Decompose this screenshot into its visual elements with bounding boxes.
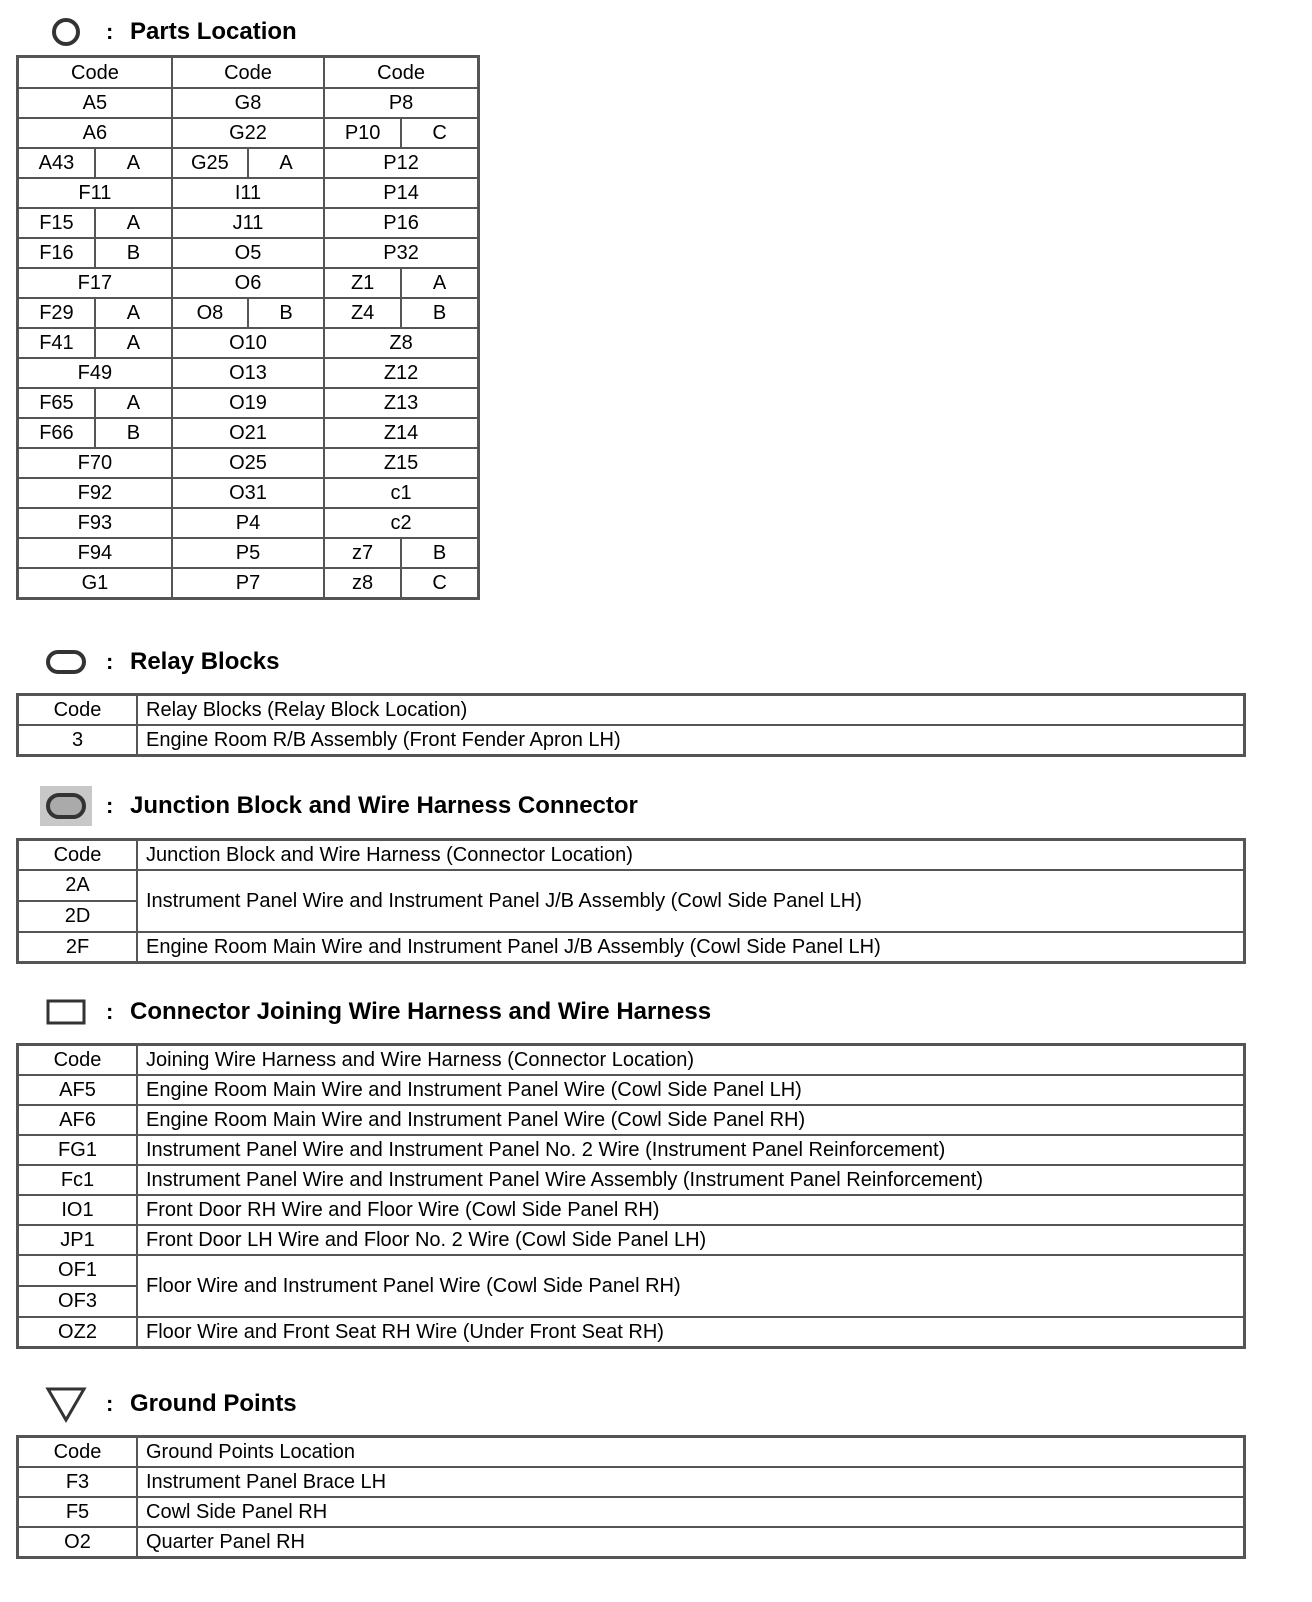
parts-location-table bbox=[16, 55, 480, 600]
code-text: P32 bbox=[383, 242, 419, 264]
code-text: F3 bbox=[65, 1471, 90, 1493]
code-cell bbox=[172, 148, 324, 178]
code-pair bbox=[19, 299, 171, 327]
code-text: 2A bbox=[19, 871, 136, 902]
table-row bbox=[18, 448, 479, 478]
code-pair bbox=[325, 539, 477, 567]
header-row bbox=[18, 695, 1245, 726]
triangle-down-icon bbox=[38, 1384, 94, 1424]
code-cell bbox=[172, 568, 324, 599]
code-pair bbox=[325, 299, 477, 327]
code-text: F15 bbox=[19, 209, 96, 237]
code-cell bbox=[172, 118, 324, 148]
code-pair bbox=[19, 149, 171, 177]
code-text: O5 bbox=[234, 242, 262, 264]
junction-block-table bbox=[16, 838, 1246, 964]
table-row bbox=[18, 1497, 1245, 1527]
code-text: Fc1 bbox=[60, 1169, 95, 1191]
header-code: Code bbox=[18, 695, 138, 726]
code-cell bbox=[18, 148, 172, 178]
code-cell bbox=[324, 538, 478, 568]
code-text: Z1 bbox=[325, 269, 402, 297]
code-text: G8 bbox=[234, 92, 262, 114]
code-pair bbox=[19, 329, 171, 357]
code-cell bbox=[172, 298, 324, 328]
colon: : bbox=[106, 793, 114, 818]
description-cell: Floor Wire and Front Seat RH Wire (Under Front Seat RH) bbox=[137, 1317, 1245, 1348]
code-text: P12 bbox=[383, 152, 419, 174]
code-cell bbox=[18, 1317, 138, 1348]
code-cell bbox=[324, 448, 478, 478]
table-row bbox=[18, 1317, 1245, 1348]
code-cell bbox=[172, 418, 324, 448]
code-cell bbox=[172, 358, 324, 388]
table-row bbox=[18, 1255, 1245, 1317]
code-cell bbox=[324, 118, 478, 148]
code-cell bbox=[18, 478, 172, 508]
table-row bbox=[18, 478, 479, 508]
code-text: AF6 bbox=[59, 1109, 96, 1131]
code-cell bbox=[172, 178, 324, 208]
section-title: Relay Blocks bbox=[130, 648, 280, 675]
table-row bbox=[18, 88, 479, 118]
table-row bbox=[18, 538, 479, 568]
code-pair bbox=[19, 389, 171, 417]
position-letter: A bbox=[126, 212, 141, 234]
description-cell: Cowl Side Panel RH bbox=[137, 1497, 1245, 1527]
code-text: P7 bbox=[235, 572, 261, 594]
code-text: Z4 bbox=[325, 299, 402, 327]
code-cell bbox=[18, 508, 172, 538]
code-text: 3 bbox=[71, 729, 84, 751]
parts-location-heading bbox=[38, 12, 297, 52]
code-cell bbox=[18, 388, 172, 418]
code-text: O13 bbox=[229, 362, 267, 384]
code-cell bbox=[324, 568, 478, 599]
code-stack bbox=[19, 1256, 136, 1316]
table-row bbox=[18, 568, 479, 599]
code-cell bbox=[18, 568, 172, 599]
code-cell bbox=[324, 148, 478, 178]
table-row bbox=[18, 1225, 1245, 1255]
code-text: F11 bbox=[78, 182, 112, 204]
position-letter: B bbox=[126, 242, 141, 264]
code-text: G1 bbox=[81, 572, 109, 594]
code-cell bbox=[324, 478, 478, 508]
code-pair bbox=[173, 299, 323, 327]
header-code: Code bbox=[18, 1437, 138, 1468]
position-letter: B bbox=[432, 302, 447, 324]
position-letter: A bbox=[126, 302, 141, 324]
code-cell bbox=[18, 1135, 138, 1165]
table-row bbox=[18, 238, 479, 268]
code-text: FG1 bbox=[58, 1139, 97, 1161]
code-cell bbox=[324, 298, 478, 328]
position-letter: C bbox=[432, 572, 447, 594]
code-text: Z13 bbox=[383, 392, 419, 414]
table-row bbox=[18, 508, 479, 538]
code-text: A43 bbox=[19, 149, 96, 177]
section-title: Connector Joining Wire Harness and Wire Harness bbox=[130, 998, 712, 1025]
code-cell bbox=[172, 478, 324, 508]
table-row bbox=[18, 932, 1245, 963]
header-row bbox=[18, 1045, 1245, 1076]
code-text: O25 bbox=[229, 452, 267, 474]
code-pair bbox=[19, 209, 171, 237]
colon: : bbox=[106, 1391, 114, 1416]
relay-blocks-heading bbox=[38, 642, 279, 682]
code-text: z8 bbox=[325, 569, 402, 597]
code-cell bbox=[18, 1075, 138, 1105]
code-cell bbox=[18, 1467, 138, 1497]
code-cell bbox=[172, 328, 324, 358]
header-code: Code bbox=[18, 1045, 138, 1076]
header-description: Ground Points Location bbox=[137, 1437, 1245, 1468]
code-text: P10 bbox=[325, 119, 402, 147]
code-text: OZ2 bbox=[58, 1321, 97, 1343]
code-text: O6 bbox=[234, 272, 262, 294]
table-row bbox=[18, 328, 479, 358]
code-text: P5 bbox=[235, 542, 261, 564]
connector-joining-table bbox=[16, 1043, 1246, 1349]
code-text: OF1 bbox=[19, 1256, 136, 1287]
code-cell bbox=[18, 1105, 138, 1135]
description-cell: Instrument Panel Wire and Instrument Panel J/B Assembly (Cowl Side Panel LH) bbox=[137, 870, 1245, 932]
code-pair bbox=[325, 569, 477, 597]
code-text: F93 bbox=[77, 512, 113, 534]
code-cell bbox=[324, 358, 478, 388]
table-row bbox=[18, 870, 1245, 932]
table-row bbox=[18, 1135, 1245, 1165]
table-row bbox=[18, 1075, 1245, 1105]
code-text: c2 bbox=[390, 512, 412, 534]
section-title: Parts Location bbox=[130, 18, 297, 45]
code-text: Z12 bbox=[383, 362, 419, 384]
description-cell: Engine Room Main Wire and Instrument Panel J/B Assembly (Cowl Side Panel LH) bbox=[137, 932, 1245, 963]
position-letter: A bbox=[126, 392, 141, 414]
description-cell: Quarter Panel RH bbox=[137, 1527, 1245, 1558]
table-row bbox=[18, 118, 479, 148]
description-cell: Front Door RH Wire and Floor Wire (Cowl Side Panel RH) bbox=[137, 1195, 1245, 1225]
code-text: c1 bbox=[390, 482, 412, 504]
code-cell bbox=[172, 448, 324, 478]
rectangle-icon bbox=[38, 992, 94, 1032]
position-letter: A bbox=[126, 332, 141, 354]
colon: : bbox=[106, 19, 114, 44]
code-text: 2F bbox=[65, 936, 90, 958]
code-text: J11 bbox=[232, 212, 264, 234]
code-cell bbox=[18, 328, 172, 358]
code-text: P16 bbox=[383, 212, 419, 234]
code-text: P14 bbox=[383, 182, 419, 204]
description-cell: Engine Room R/B Assembly (Front Fender Apron LH) bbox=[137, 725, 1245, 756]
code-text: IO1 bbox=[61, 1199, 94, 1221]
code-cell bbox=[18, 1195, 138, 1225]
code-text: O21 bbox=[229, 422, 267, 444]
position-letter: A bbox=[432, 272, 447, 294]
code-text: F17 bbox=[77, 272, 113, 294]
code-cell bbox=[172, 538, 324, 568]
code-text: F29 bbox=[19, 299, 96, 327]
code-cell bbox=[172, 388, 324, 418]
code-cell bbox=[172, 508, 324, 538]
code-text: P8 bbox=[388, 92, 414, 114]
code-cell bbox=[18, 870, 138, 932]
description-cell: Engine Room Main Wire and Instrument Panel Wire (Cowl Side Panel LH) bbox=[137, 1075, 1245, 1105]
code-cell bbox=[324, 238, 478, 268]
code-cell bbox=[18, 358, 172, 388]
position-letter: C bbox=[432, 122, 447, 144]
code-text: O31 bbox=[229, 482, 267, 504]
code-text: O8 bbox=[173, 299, 249, 327]
code-cell bbox=[324, 388, 478, 418]
description-cell: Instrument Panel Wire and Instrument Panel No. 2 Wire (Instrument Panel Reinforcement) bbox=[137, 1135, 1245, 1165]
position-letter: B bbox=[432, 542, 447, 564]
ground-points-table bbox=[16, 1435, 1246, 1559]
code-text: F92 bbox=[77, 482, 113, 504]
code-text: P4 bbox=[235, 512, 261, 534]
code-text: O10 bbox=[229, 332, 267, 354]
table-row bbox=[18, 388, 479, 418]
ground-points-heading bbox=[38, 1384, 297, 1424]
code-cell bbox=[18, 268, 172, 298]
code-cell bbox=[18, 932, 138, 963]
code-cell bbox=[18, 448, 172, 478]
code-cell bbox=[18, 178, 172, 208]
code-cell bbox=[18, 88, 172, 118]
table-row bbox=[18, 358, 479, 388]
shaded-rounded-rect-icon bbox=[38, 786, 94, 826]
code-cell bbox=[18, 725, 138, 756]
code-cell bbox=[18, 1225, 138, 1255]
header-cell: Code bbox=[324, 57, 478, 89]
code-cell bbox=[18, 208, 172, 238]
code-cell bbox=[324, 418, 478, 448]
junction-block-heading bbox=[38, 786, 638, 826]
colon: : bbox=[106, 649, 114, 674]
code-text: O19 bbox=[229, 392, 267, 414]
code-pair bbox=[173, 149, 323, 177]
section-title: Ground Points bbox=[130, 1390, 297, 1417]
circle-icon bbox=[38, 12, 94, 52]
table-row bbox=[18, 268, 479, 298]
colon: : bbox=[106, 999, 114, 1024]
code-text: 2D bbox=[64, 905, 91, 927]
description-cell: Instrument Panel Brace LH bbox=[137, 1467, 1245, 1497]
code-text: F5 bbox=[65, 1501, 90, 1523]
table-row bbox=[18, 418, 479, 448]
code-text: Z15 bbox=[383, 452, 419, 474]
header-description: Relay Blocks (Relay Block Location) bbox=[137, 695, 1245, 726]
description-cell: Instrument Panel Wire and Instrument Panel Wire Assembly (Instrument Panel Reinforcement) bbox=[137, 1165, 1245, 1195]
table-row bbox=[18, 178, 479, 208]
code-cell bbox=[18, 1165, 138, 1195]
code-text: Z14 bbox=[383, 422, 419, 444]
section-title: Junction Block and Wire Harness Connector bbox=[130, 792, 638, 819]
header-cell: Code bbox=[18, 57, 172, 89]
description-cell: Floor Wire and Instrument Panel Wire (Cowl Side Panel RH) bbox=[137, 1255, 1245, 1317]
position-letter: A bbox=[126, 152, 141, 174]
rounded-rect-icon bbox=[38, 642, 94, 682]
header-code: Code bbox=[18, 840, 138, 871]
code-text: F70 bbox=[77, 452, 113, 474]
code-text: OF3 bbox=[58, 1290, 97, 1312]
code-cell bbox=[18, 1255, 138, 1317]
code-text: A6 bbox=[82, 122, 108, 144]
code-cell bbox=[172, 238, 324, 268]
code-cell bbox=[18, 1497, 138, 1527]
code-pair bbox=[19, 239, 171, 267]
description-cell: Engine Room Main Wire and Instrument Panel Wire (Cowl Side Panel RH) bbox=[137, 1105, 1245, 1135]
code-cell bbox=[18, 118, 172, 148]
code-text: JP1 bbox=[60, 1229, 95, 1251]
header-description: Joining Wire Harness and Wire Harness (Connector Location) bbox=[137, 1045, 1245, 1076]
header-row bbox=[18, 1437, 1245, 1468]
code-text: G22 bbox=[229, 122, 267, 144]
code-cell bbox=[324, 208, 478, 238]
description-cell: Front Door LH Wire and Floor No. 2 Wire (Cowl Side Panel LH) bbox=[137, 1225, 1245, 1255]
code-text: F16 bbox=[19, 239, 96, 267]
code-text: A5 bbox=[82, 92, 108, 114]
code-text: I11 bbox=[234, 182, 262, 204]
code-cell bbox=[324, 88, 478, 118]
table-row bbox=[18, 1105, 1245, 1135]
code-text: F66 bbox=[19, 419, 96, 447]
table-row bbox=[18, 1527, 1245, 1558]
position-letter: B bbox=[126, 422, 141, 444]
code-text: F49 bbox=[77, 362, 113, 384]
code-stack bbox=[19, 871, 136, 931]
code-pair bbox=[325, 269, 477, 297]
code-pair bbox=[325, 119, 477, 147]
header-cell: Code bbox=[172, 57, 324, 89]
code-text: O2 bbox=[64, 1531, 91, 1553]
code-text: F65 bbox=[19, 389, 96, 417]
table-row bbox=[18, 1165, 1245, 1195]
code-cell bbox=[18, 1527, 138, 1558]
code-text: Z8 bbox=[389, 332, 413, 354]
table-row bbox=[18, 148, 479, 178]
code-text: F94 bbox=[77, 542, 113, 564]
code-cell bbox=[18, 298, 172, 328]
code-text: F41 bbox=[19, 329, 96, 357]
code-text: AF5 bbox=[59, 1079, 96, 1101]
code-cell bbox=[18, 418, 172, 448]
relay-blocks-table bbox=[16, 693, 1246, 757]
code-cell bbox=[324, 328, 478, 358]
position-letter: B bbox=[279, 302, 293, 324]
table-row bbox=[18, 1195, 1245, 1225]
connector-joining-heading bbox=[38, 992, 711, 1032]
code-cell bbox=[18, 238, 172, 268]
code-cell bbox=[324, 178, 478, 208]
code-cell bbox=[324, 508, 478, 538]
code-cell bbox=[324, 268, 478, 298]
code-text: z7 bbox=[325, 539, 402, 567]
table-row bbox=[18, 208, 479, 238]
code-cell bbox=[172, 88, 324, 118]
code-cell bbox=[172, 268, 324, 298]
header-row bbox=[18, 57, 479, 89]
table-row bbox=[18, 725, 1245, 756]
code-cell bbox=[172, 208, 324, 238]
header-description: Junction Block and Wire Harness (Connector Location) bbox=[137, 840, 1245, 871]
code-text: G25 bbox=[173, 149, 249, 177]
table-row bbox=[18, 298, 479, 328]
table-row bbox=[18, 1467, 1245, 1497]
header-row bbox=[18, 840, 1245, 871]
code-cell bbox=[18, 538, 172, 568]
position-letter: A bbox=[279, 152, 293, 174]
code-pair bbox=[19, 419, 171, 447]
